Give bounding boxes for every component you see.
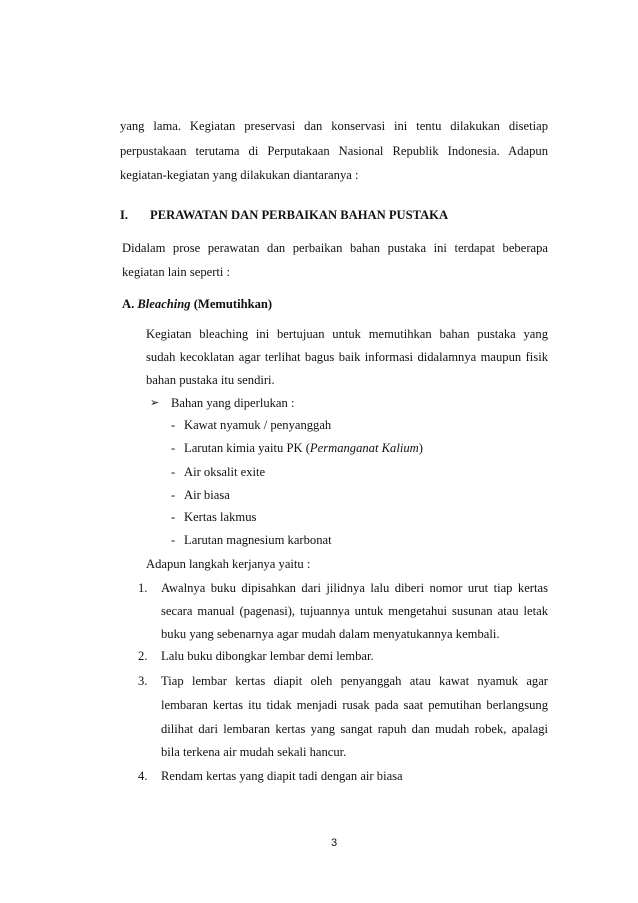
material-item: Kawat nyamuk / penyanggah bbox=[184, 418, 332, 432]
material-item: Air oksalit exite bbox=[184, 465, 266, 479]
subsection-title-italic: Bleaching bbox=[137, 297, 191, 311]
subsection-letter: A. bbox=[122, 297, 135, 311]
materials-heading: Bahan yang diperlukan : bbox=[171, 396, 295, 410]
step-3-line-4: bila terkena air mudah sekali hancur. bbox=[161, 745, 347, 759]
material-item: Larutan magnesium karbonat bbox=[184, 533, 332, 547]
arrow-bullet-icon: ➢ bbox=[150, 396, 160, 409]
step-3-line-3: dilihat dari lembaran kertas yang sangat rapuh dan mudah robek, apalagi bbox=[161, 722, 548, 736]
step-number: 3. bbox=[138, 674, 148, 688]
material-item bbox=[184, 440, 423, 456]
subsection-para-line-3: bahan pustaka itu sendiri. bbox=[146, 373, 275, 387]
dash-bullet: - bbox=[171, 510, 176, 524]
dash-bullet: - bbox=[171, 488, 176, 502]
intro-line-1: yang lama. Kegiatan preservasi dan konservasi ini tentu dilakukan disetiap bbox=[120, 119, 548, 133]
step-number: 2. bbox=[138, 649, 148, 663]
dash-bullet: - bbox=[171, 441, 176, 455]
step-1-line-3: buku yang sebenarnya agar mudah dalam menyatukannya kembali. bbox=[161, 627, 500, 641]
page-number: 3 bbox=[331, 837, 338, 849]
subsection-title-rest: (Memutihkan) bbox=[190, 297, 273, 311]
material-item-italic: Permanganat Kalium bbox=[309, 441, 419, 455]
step-3-line-2: lembaran kertas itu tidak menjadi rusak pada saat pemutihan berlangsung bbox=[161, 698, 548, 712]
subsection-para-line-2: sudah kecoklatan agar terlihat bagus baik informasi didalamnya maupun fisik bbox=[146, 350, 548, 364]
step-1-line-2: secara manual (pagenasi), tujuannya untuk mengetahui susunan atau letak bbox=[161, 604, 548, 618]
dash-bullet: - bbox=[171, 418, 176, 432]
section-number: I. bbox=[120, 208, 129, 222]
dash-bullet: - bbox=[171, 465, 176, 479]
step-1-line-1: Awalnya buku dipisahkan dari jilidnya lalu diberi nomor urut tiap kertas bbox=[161, 581, 548, 595]
intro-line-2: perpustakaan terutama di Perputakaan Nasional Republik Indonesia. Adapun bbox=[120, 144, 548, 158]
subsection-para-line-1: Kegiatan bleaching ini bertujuan untuk memutihkan bahan pustaka yang bbox=[146, 327, 548, 341]
step-2-line-1: Lalu buku dibongkar lembar demi lembar. bbox=[161, 649, 374, 663]
step-number: 4. bbox=[138, 769, 148, 783]
step-number: 1. bbox=[138, 581, 148, 595]
section-title: PERAWATAN DAN PERBAIKAN BAHAN PUSTAKA bbox=[150, 208, 449, 222]
intro-line-3: kegiatan-kegiatan yang dilakukan diantaranya : bbox=[120, 168, 359, 182]
material-item: Air biasa bbox=[184, 488, 230, 502]
material-item: Kertas lakmus bbox=[184, 510, 257, 524]
section-para-line-1: Didalam prose perawatan dan perbaikan bahan pustaka ini terdapat beberapa bbox=[122, 241, 548, 255]
material-item-text: Larutan kimia yaitu PK ( bbox=[184, 441, 310, 455]
material-item-close: ) bbox=[418, 441, 423, 455]
steps-heading: Adapun langkah kerjanya yaitu : bbox=[146, 557, 311, 571]
step-3-line-1: Tiap lembar kertas diapit oleh penyanggah atau kawat nyamuk agar bbox=[161, 674, 548, 688]
step-4-line-1: Rendam kertas yang diapit tadi dengan air biasa bbox=[161, 769, 403, 783]
dash-bullet: - bbox=[171, 533, 176, 547]
section-para-line-2: kegiatan lain seperti : bbox=[122, 265, 231, 279]
subsection-heading bbox=[122, 296, 272, 312]
